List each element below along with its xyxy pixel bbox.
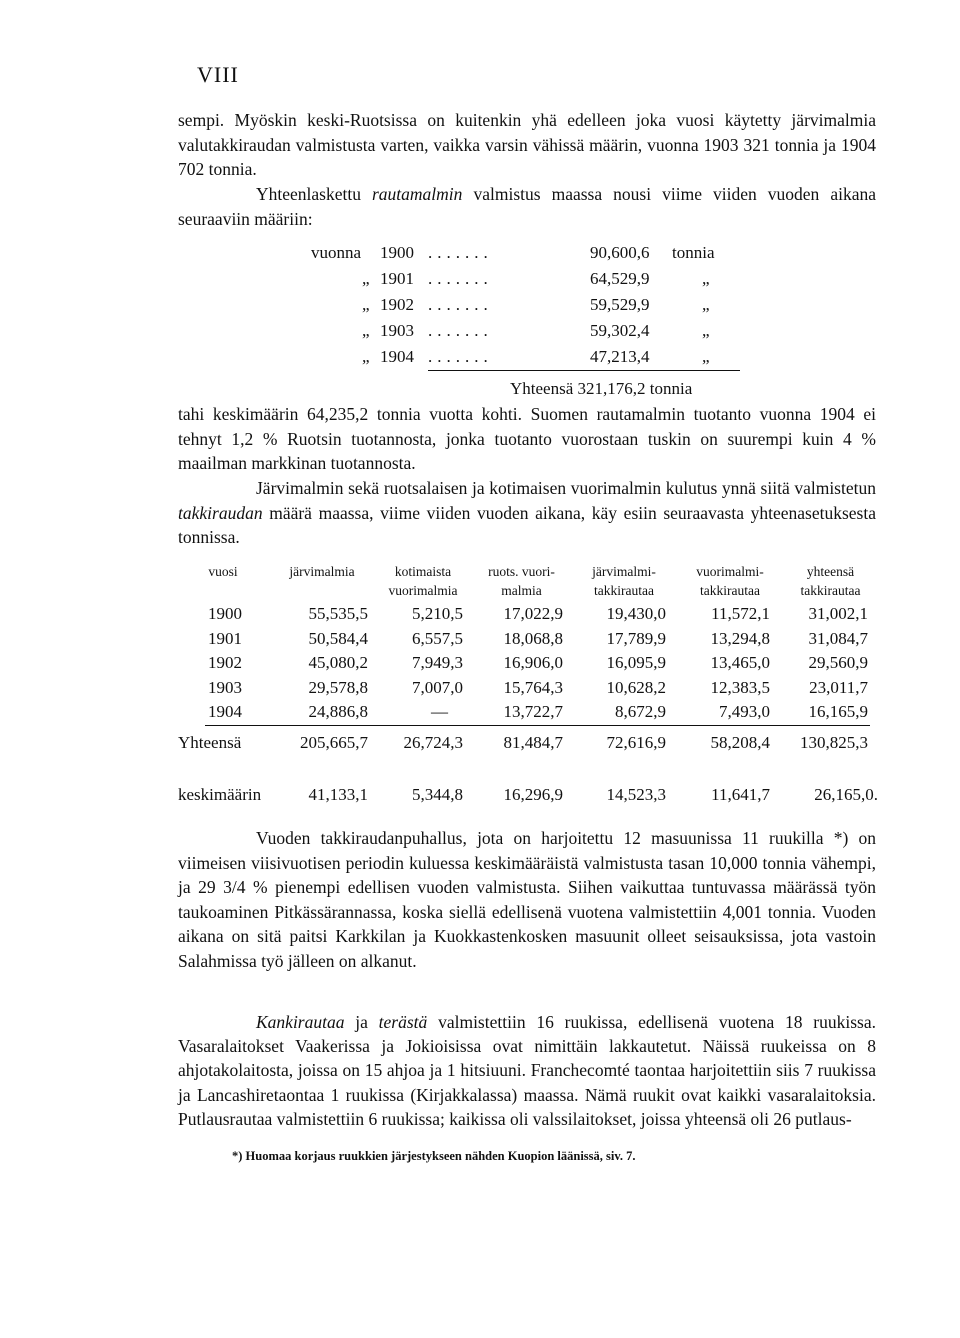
table-cell: 31,084,7 xyxy=(808,628,868,648)
column-header-line: kotimaista xyxy=(394,564,452,579)
table-cell: 17,022,9 xyxy=(503,604,563,623)
table-cell: 29,560,9 xyxy=(808,653,868,672)
row-year: 1904 xyxy=(380,347,414,366)
column-header-line: vuosi xyxy=(208,564,238,579)
table-cell: 205,665,7 xyxy=(300,732,368,752)
table-cell: keskimäärin xyxy=(178,784,262,804)
table-cell: 16,296,9 xyxy=(503,784,563,804)
row-year: 1902 xyxy=(380,295,414,314)
production-total-row xyxy=(300,376,760,402)
table-cell: 6,557,5 xyxy=(412,628,463,648)
table-cell: 13,722,7 xyxy=(503,702,563,721)
table-cell: 11,641,7 xyxy=(711,784,770,804)
column-header xyxy=(783,562,878,600)
column-header-line: vuorimalmi- xyxy=(696,564,764,579)
table-header xyxy=(178,562,878,602)
table-cell: 16,906,0 xyxy=(503,653,563,672)
leader-dots: ....... xyxy=(428,347,493,366)
table-cell: 7,949,3 xyxy=(412,653,463,672)
row-label: „ xyxy=(362,269,370,288)
table-cell: 55,535,5 xyxy=(308,604,368,623)
table-cell: 23,011,7 xyxy=(809,677,868,697)
row-year: 1900 xyxy=(380,243,414,262)
paragraph-4 xyxy=(178,476,876,550)
table-cell: 13,294,8 xyxy=(710,628,770,648)
table-cell: 50,584,4 xyxy=(308,628,368,648)
table-cell: 7,493,0 xyxy=(719,702,770,721)
paragraph-4-text-b: määrä maassa, viime viiden vuoden aikana, käy esiin seuraavasta yhteenasetuksesta tonnissa. xyxy=(178,502,876,548)
table-cell: 7,007,0 xyxy=(412,677,463,697)
table-cell: 15,764,3 xyxy=(503,677,563,697)
paragraph-2-text-a: Yhteenlaskettu xyxy=(256,184,372,204)
table-cell: 1900 xyxy=(208,604,242,623)
row-year: 1903 xyxy=(380,321,414,340)
row-unit: „ xyxy=(702,347,710,366)
row-year: 1901 xyxy=(380,269,414,288)
table-cell: 81,484,7 xyxy=(503,732,563,752)
production-list xyxy=(300,240,760,402)
footnote: *) Huomaa korjaus ruukkien järjestykseen nähden Kuopion läänissä, siv. 7. xyxy=(232,1149,636,1163)
paragraph-6-text-a: ja xyxy=(344,1012,379,1032)
column-header xyxy=(378,562,468,600)
column-header xyxy=(574,562,674,600)
table-row xyxy=(178,627,878,652)
row-unit: tonnia xyxy=(672,243,715,262)
table-cell: 13,465,0 xyxy=(710,653,770,672)
column-header xyxy=(272,562,372,581)
table-cell: 31,002,1 xyxy=(808,604,868,623)
table-cell: 1904 xyxy=(208,702,242,721)
column-header xyxy=(198,562,248,581)
table-cell: 1901 xyxy=(208,628,242,648)
column-header-line: takkirautaa xyxy=(594,583,654,598)
column-header-line: vuorimalmia xyxy=(388,583,458,598)
table-average-row xyxy=(178,780,878,810)
paragraph-2 xyxy=(178,182,876,231)
column-header-line: takkirautaa xyxy=(700,583,760,598)
table-cell: 12,383,5 xyxy=(710,677,770,697)
table-total-row xyxy=(178,728,878,758)
table-cell: 29,578,8 xyxy=(308,677,368,697)
table-cell: 58,208,4 xyxy=(710,732,770,752)
leader-dots: ....... xyxy=(428,321,493,340)
column-header xyxy=(474,562,569,600)
row-value: 90,600,6 xyxy=(590,243,650,262)
production-row xyxy=(300,266,760,292)
production-total: Yhteensä 321,176,2 tonnia xyxy=(510,379,693,398)
table-row xyxy=(178,700,878,725)
table-cell: 41,133,1 xyxy=(308,784,368,804)
paragraph-2-text-b: valmistus maassa nousi viime viiden vuoden aikana seuraaviin määriin: xyxy=(178,184,876,229)
paragraph-6-emphasis-1: Kankirautaa xyxy=(256,1012,345,1032)
row-label: „ xyxy=(362,295,370,314)
table-cell: 11,572,1 xyxy=(711,604,770,623)
table-row xyxy=(178,651,878,676)
paragraph-6-text-b: valmistettiin 16 ruukissa, edellisenä vuotena 18 ruukissa. Vasaralaitokset Vaakerissa ja Jokioisissa ovat nimittäin lakkautetut. Näissä ruukeissa on 8 ahjotakolaitosta, joissa on 15 ahjoa ja 1 hitsiuuni. Franchecomté taontaa harjoitettiin siis 7 ruukissa ja Lancashiretaontaa 1 ruukissa (Kirjakkalassa) maassa. Nämä ruukit ovat kaikki vasaralaitoksia. Putlausrautaa valmistettiin 6 ruukissa; kaikissa oli valssilaitokset, joissa yhteensä oli 26 putlaus- xyxy=(178,1012,876,1129)
leader-dots: ....... xyxy=(428,243,493,262)
production-row xyxy=(300,292,760,318)
row-unit: „ xyxy=(702,269,710,288)
table-cell: 26,724,3 xyxy=(403,732,463,752)
production-row xyxy=(300,240,760,266)
table-cell: 72,616,9 xyxy=(606,732,666,752)
paragraph-5: Vuoden takkiraudanpuhallus, jota on harjoitettu 12 masuunissa 11 ruukilla *) on viimeisen viisivuotisen periodin kuluessa keskimääräistä valmistusta tasan 10,000 tonnia vähempi, ja 29 3/4 % pienempi edellisen vuoden valmistusta. Siihen vaikuttaa tuntuvassa määrässä työn taukoaminen Pitkässärannassa, koska siellä edellisenä vuotena valmistettiin 4,001 tonnia. Vuoden aikana on sitä paitsi Karkkilan ja Kuokkastenkosken masuunit olleet seisauksissa, jota vastoin Salahmissa työ jälleen on alkanut. xyxy=(178,828,876,971)
table-cell: 130,825,3 xyxy=(800,732,868,752)
table-cell: 16,095,9 xyxy=(606,653,666,672)
table-cell: — xyxy=(431,702,448,721)
table-cell: 19,430,0 xyxy=(606,604,666,623)
row-value: 64,529,9 xyxy=(590,269,650,288)
column-header-line: malmia xyxy=(501,583,542,598)
row-label: „ xyxy=(362,347,370,366)
column-header-line: järvimalmia xyxy=(289,564,355,579)
column-header-line: järvimalmi- xyxy=(592,564,656,579)
column-header-line: takkirautaa xyxy=(800,583,861,598)
row-label: „ xyxy=(362,321,370,340)
table-cell: 5,344,8 xyxy=(412,784,463,804)
paragraph-4-text-a: Järvimalmin sekä ruotsalaisen ja kotimaisen vuorimalmin kulutus ynnä siitä valmistetun xyxy=(256,478,876,498)
column-header-line: yhteensä xyxy=(806,564,855,579)
consumption-table xyxy=(178,562,878,810)
production-row xyxy=(300,318,760,344)
leader-dots: ....... xyxy=(428,295,493,314)
table-cell: 8,672,9 xyxy=(615,702,666,721)
row-label: vuonna xyxy=(311,243,362,262)
paragraph-4-emphasis: takkiraudan xyxy=(178,502,263,523)
paragraph-6 xyxy=(178,1010,876,1131)
paragraph-2-emphasis: rautamalmin xyxy=(372,184,463,204)
table-cell: 24,886,8 xyxy=(308,702,368,721)
paragraph-1: sempi. Myöskin keski-Ruotsissa on kuitenkin yhä edelleen joka vuosi käytetty järvimalmia valutakkiraudan valmistusta varten, vaikka varsin vähissä määrin, vuonna 1903 321 tonnia ja 1904 702 tonnia. xyxy=(178,110,876,180)
row-value: 47,213,4 xyxy=(590,347,650,366)
production-row xyxy=(300,344,760,370)
table-cell: 14,523,3 xyxy=(606,784,666,804)
table-cell: Yhteensä xyxy=(178,732,242,752)
table-cell: 10,628,2 xyxy=(606,677,666,697)
page-number: VIII xyxy=(197,62,239,87)
table-cell: 5,210,5 xyxy=(412,604,463,623)
table-cell: 17,789,9 xyxy=(606,628,666,648)
table-cell: 45,080,2 xyxy=(308,653,368,672)
table-cell: 1902 xyxy=(208,653,242,672)
row-value: 59,529,9 xyxy=(590,295,650,314)
paragraph-3: tahi keskimäärin 64,235,2 tonnia vuotta kohti. Suomen rautamalmin tuotanto vuonna 1904 ei tehnyt 1,2 % Ruotsin tuotannosta, jonka tuotanto vuorostaan tuskin on suurempi kuin 4 % maailman markkinan tuotannosta. xyxy=(178,404,876,474)
row-unit: „ xyxy=(702,295,710,314)
column-header xyxy=(680,562,780,600)
table-row xyxy=(178,676,878,701)
row-unit: „ xyxy=(702,321,710,340)
row-value: 59,302,4 xyxy=(590,321,650,340)
table-cell: 26,165,0. xyxy=(814,784,878,804)
paragraph-6-emphasis-2: terästä xyxy=(378,1012,428,1032)
leader-dots: ....... xyxy=(428,269,493,288)
sum-rule xyxy=(428,370,740,371)
table-cell: 16,165,9 xyxy=(808,702,868,721)
table-cell: 1903 xyxy=(208,677,242,697)
table-row xyxy=(178,602,878,627)
column-header-line: ruots. vuori- xyxy=(488,564,555,579)
table-cell: 18,068,8 xyxy=(503,628,563,648)
table-sum-rule xyxy=(205,725,870,726)
